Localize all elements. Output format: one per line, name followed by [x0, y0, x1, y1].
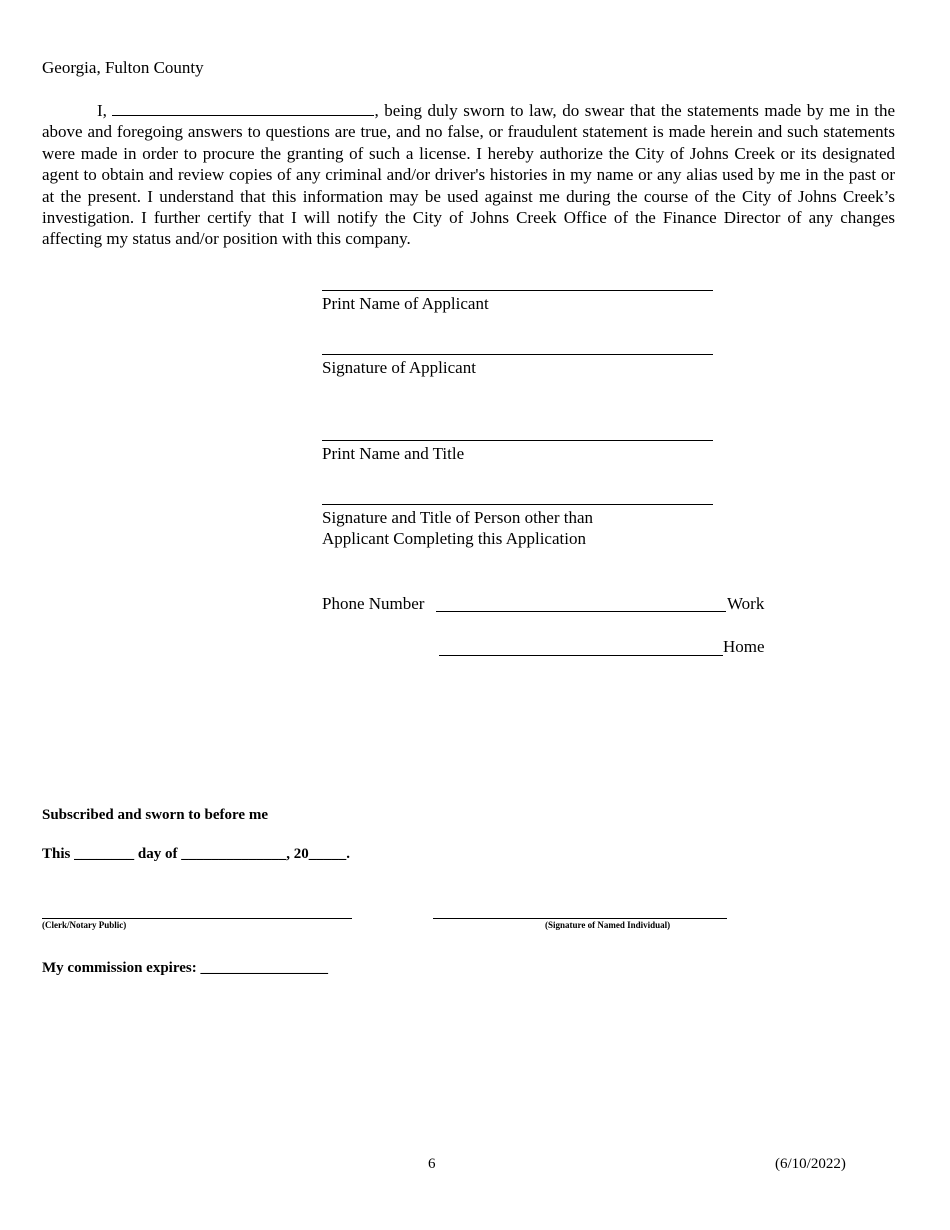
page-number: 6 [428, 1156, 436, 1172]
subscribed-sworn-text: Subscribed and sworn to before me [42, 807, 268, 823]
print-name-title-line[interactable] [322, 440, 713, 441]
home-phone-line[interactable] [439, 655, 723, 656]
applicant-name-blank[interactable] [112, 99, 374, 116]
print-name-applicant-label: Print Name of Applicant [322, 294, 489, 313]
oath-text: , being duly sworn to law, do swear that the statements made by me in the above and foregoing answers to questions are true, and no false, or fraudulent statement is made herein and such statements were made in order to procure the granting of such a license. I hereby authorize the City of Johns Creek or its designated agent to obtain and review copies of any criminal and/or driver's histories in my name or any alias used by me in the past or at the present. I understand that this information may be used against me during the course of the City of Johns Creek’s investigation. I further certify that I will notify the City of Johns Creek Office of the Finance Director of any changes affecting my status and/or position with this company. [42, 101, 896, 249]
signature-applicant-line[interactable] [322, 354, 713, 355]
print-name-applicant-line[interactable] [322, 290, 713, 291]
oath-paragraph [42, 99, 895, 250]
work-phone-line[interactable] [436, 611, 726, 612]
signature-applicant-label: Signature of Applicant [322, 358, 476, 377]
other-person-label-line2: Applicant Completing this Application [322, 529, 586, 548]
oath-prefix: I, [97, 101, 107, 120]
phone-number-label: Phone Number [322, 594, 425, 613]
named-individual-line[interactable] [433, 918, 727, 919]
work-phone-label: Work [727, 594, 765, 613]
other-person-signature-line[interactable] [322, 504, 713, 505]
print-name-title-label: Print Name and Title [322, 444, 465, 463]
clerk-notary-label: (Clerk/Notary Public) [42, 920, 127, 930]
clerk-notary-line[interactable] [42, 918, 352, 919]
home-phone-label: Home [723, 637, 765, 656]
notary-date-line: This ________ day of ______________, 20_____. [42, 846, 350, 862]
revision-date: (6/10/2022) [775, 1156, 846, 1172]
commission-expires: My commission expires: _________________ [42, 960, 328, 976]
location-heading: Georgia, Fulton County [42, 58, 204, 77]
other-person-label-line1: Signature and Title of Person other than [322, 508, 594, 527]
named-individual-label: (Signature of Named Individual) [545, 920, 671, 930]
